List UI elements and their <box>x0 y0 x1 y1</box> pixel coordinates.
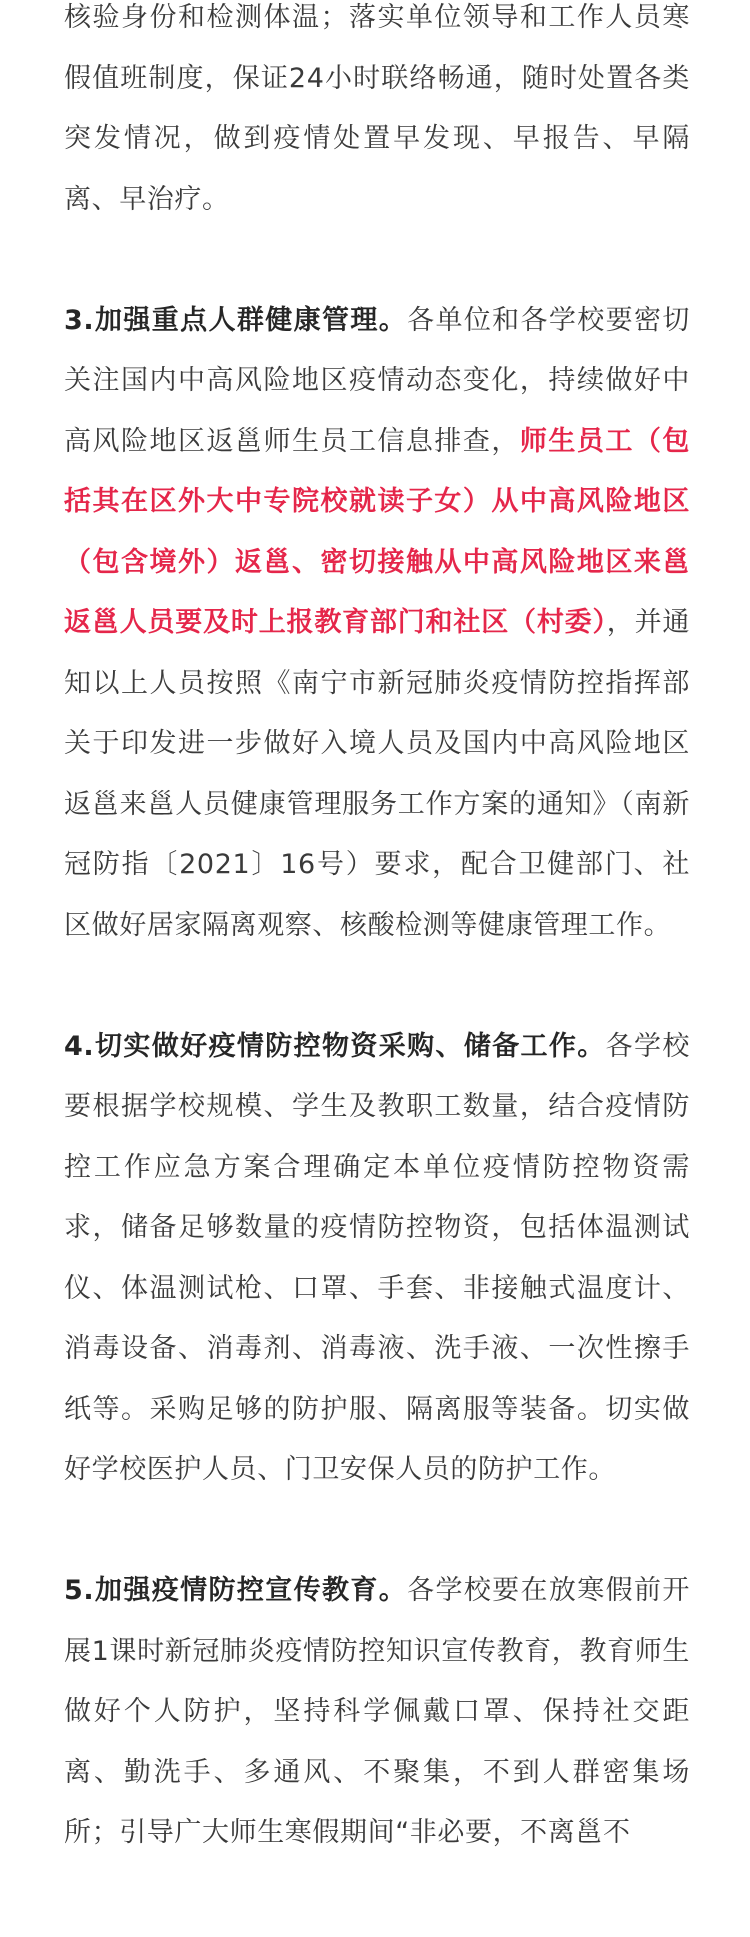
highlighted-text: 师生员工（包括其在区外大中专院校就读子女）从中高风险地区（包含境外）返邕、密切接触从中高风险地区来邕返邕人员要及时上报教育部门和社区（村委） <box>64 425 690 638</box>
paragraph-text: 各学校要在放寒假前开展1课时新冠肺炎疫情防控知识宣传教育，教育师生做好个人防护，坚持科学佩戴口罩、保持社交距离、勤洗手、多通风、不聚集，不到人群密集场所；引导广大师生寒假期间“非必要，不离邕不 <box>64 1575 691 1848</box>
paragraph-heading: 3.加强重点人群健康管理。 <box>64 304 408 336</box>
paragraph-text: 各学校要根据学校规模、学生及教职工数量，结合疫情防控工作应急方案合理确定本单位疫情防控物资需求，储备足够数量的疫情防控物资，包括体温测试仪、体温测试枪、口罩、手套、非接触式温度计、消毒设备、消毒剂、消毒液、洗手液、一次性擦手纸等。采购足够的防护服、隔离服等装备。切实做好学校医护人员、门卫安保人员的防护工作。 <box>64 1030 690 1485</box>
paragraph-text: 核验身份和检测体温；落实单位领导和工作人员寒假值班制度，保证24小时联络畅通，随时处置各类突发情况，做到疫情处置早发现、早报告、早隔离、早治疗。 <box>64 2 690 215</box>
paragraph-text: 各单位和各学校要密切关注国内中高风险地区疫情动态变化，持续做好中高风险地区返邕师生员工信息排查， <box>64 304 691 457</box>
paragraph-5 <box>64 1561 690 1864</box>
paragraph-4 <box>64 1017 690 1501</box>
article-body <box>64 0 690 1924</box>
paragraph-2-continuation <box>64 0 690 230</box>
paragraph-text-after: ，并通知以上人员按照《南宁市新冠肺炎疫情防控指挥部关于印发进一步做好入境人员及国内中高风险地区返邕来邕人员健康管理服务工作方案的通知》（南新冠防指〔2021〕16号）要求，配合卫健部门、社区做好居家隔离观察、核酸检测等健康管理工作。 <box>64 607 690 941</box>
paragraph-heading: 5.加强疫情防控宣传教育。 <box>64 1575 408 1606</box>
paragraph-heading: 4.切实做好疫情防控物资采购、储备工作。 <box>64 1030 606 1062</box>
paragraph-3 <box>64 291 690 957</box>
